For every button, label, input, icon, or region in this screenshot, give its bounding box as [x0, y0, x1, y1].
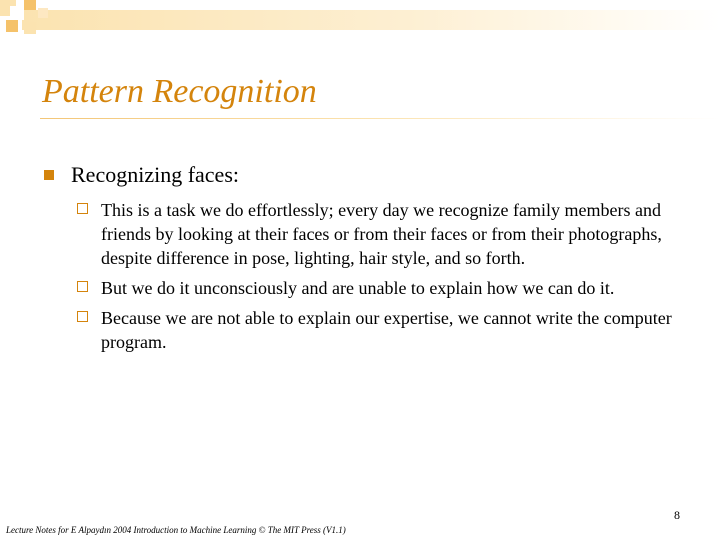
corner-decoration-square	[38, 8, 48, 18]
bullet-item	[44, 160, 684, 190]
corner-decoration-square	[6, 20, 18, 32]
sub-bullet-item	[44, 198, 684, 270]
slide-title: Pattern Recognition	[42, 73, 317, 110]
sub-bullet-text: Because we are not able to explain our expertise, we cannot write the computer program.	[101, 308, 672, 352]
sub-bullet-list	[44, 198, 684, 354]
sub-bullet-item	[44, 306, 684, 354]
page-number: 8	[674, 508, 680, 522]
sub-bullet-text: This is a task we do effortlessly; every day we recognize family members and friends by looking at their faces or from their faces or from their photographs, despite difference in pose, lighting, hair style, and so forth.	[101, 200, 662, 268]
title-underline	[40, 118, 720, 119]
corner-decoration-square	[24, 0, 36, 10]
slide-content	[44, 160, 684, 360]
hollow-square-bullet-icon	[77, 311, 88, 322]
footer-citation: Lecture Notes for E Alpaydın 2004 Introduction to Machine Learning © The MIT Press (V1.1)	[6, 525, 346, 535]
hollow-square-bullet-icon	[77, 281, 88, 292]
corner-decoration-square	[10, 6, 24, 20]
header-decoration-bar	[22, 10, 720, 30]
sub-bullet-text: But we do it unconsciously and are unable to explain how we can do it.	[101, 278, 615, 298]
sub-bullet-item	[44, 276, 684, 300]
hollow-square-bullet-icon	[77, 203, 88, 214]
corner-decoration-square	[24, 22, 36, 34]
bullet-text: Recognizing faces:	[71, 162, 239, 187]
filled-square-bullet-icon	[44, 170, 54, 180]
